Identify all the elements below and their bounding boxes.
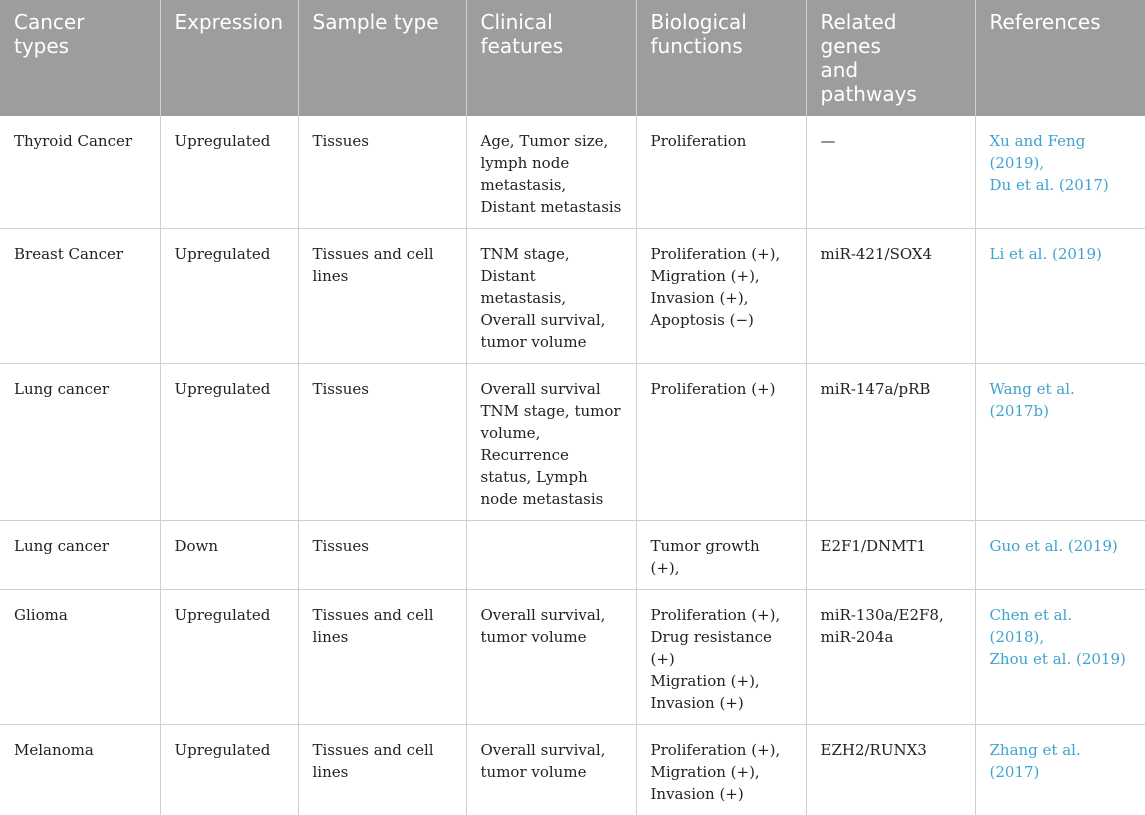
function-line: Migration (+), (651, 761, 792, 783)
header-biological-functions: Biological functions (636, 0, 806, 116)
sample-type-cell: Tissues (298, 521, 466, 590)
header-expression: Expression (160, 0, 298, 116)
gene-line: miR-421/SOX4 (821, 243, 961, 265)
sample-type-cell: Tissues and cell lines (298, 229, 466, 364)
references-cell (975, 116, 1145, 229)
cancer-type-cell: Breast Cancer (0, 229, 160, 364)
function-line: Tumor growth (+), (651, 535, 792, 579)
gene-line: — (821, 130, 961, 152)
function-line: Proliferation (+), (651, 739, 792, 761)
reference-link[interactable]: Zhou et al. (2019) (990, 648, 1132, 670)
function-line: Invasion (+), (651, 287, 792, 309)
references-cell (975, 364, 1145, 521)
sample-type-cell: Tissues and cell lines (298, 590, 466, 725)
sample-type-cell: Tissues (298, 116, 466, 229)
references-cell (975, 229, 1145, 364)
biological-functions-cell (636, 229, 806, 364)
references-cell (975, 521, 1145, 590)
gene-line: E2F1/DNMT1 (821, 535, 961, 557)
table-header (0, 0, 1145, 116)
function-line: Drug resistance (+) (651, 626, 792, 670)
reference-link[interactable]: Wang et al. (2017b) (990, 378, 1132, 422)
function-line: Proliferation (+), (651, 243, 792, 265)
table-row (0, 116, 1145, 229)
header-cancer-types: Cancer types (0, 0, 160, 116)
clinical-features-cell: TNM stage, Distant metastasis, Overall survival, tumor volume (466, 229, 636, 364)
table-row (0, 521, 1145, 590)
expression-cell: Upregulated (160, 364, 298, 521)
expression-cell: Upregulated (160, 116, 298, 229)
table-row (0, 590, 1145, 725)
gene-line: miR-147a/pRB (821, 378, 961, 400)
header-row (0, 0, 1145, 116)
reference-link[interactable]: Du et al. (2017) (990, 174, 1132, 196)
table-row (0, 229, 1145, 364)
expression-cell: Down (160, 521, 298, 590)
header-sample-type: Sample type (298, 0, 466, 116)
cancer-type-cell: Lung cancer (0, 364, 160, 521)
sample-type-cell: Tissues and cell lines (298, 725, 466, 815)
related-genes-cell (806, 364, 975, 521)
cancer-type-cell: Thyroid Cancer (0, 116, 160, 229)
function-line: Invasion (+) (651, 783, 792, 805)
related-genes-cell (806, 116, 975, 229)
header-clinical-features: Clinical features (466, 0, 636, 116)
related-genes-cell (806, 725, 975, 815)
references-cell (975, 590, 1145, 725)
gene-line: EZH2/RUNX3 (821, 739, 961, 761)
function-line: Proliferation (+) (651, 378, 792, 400)
clinical-features-cell (466, 521, 636, 590)
gene-line: miR-130a/E2F8, (821, 604, 961, 626)
function-line: Invasion (+) (651, 692, 792, 714)
clinical-features-cell: Age, Tumor size, lymph node metastasis, Distant metastasis (466, 116, 636, 229)
function-line: Proliferation (+), (651, 604, 792, 626)
reference-link[interactable]: Li et al. (2019) (990, 243, 1132, 265)
biological-functions-cell (636, 725, 806, 815)
function-line: Migration (+), (651, 265, 792, 287)
header-related-genes: Related genes and pathways (806, 0, 975, 116)
table-row (0, 725, 1145, 815)
reference-link[interactable]: Guo et al. (2019) (990, 535, 1132, 557)
table-body (0, 116, 1145, 815)
biological-functions-cell (636, 116, 806, 229)
references-cell (975, 725, 1145, 815)
cancer-type-cell: Glioma (0, 590, 160, 725)
reference-link[interactable]: Zhang et al. (2017) (990, 739, 1132, 783)
header-references: References (975, 0, 1145, 116)
table-row (0, 364, 1145, 521)
biological-functions-cell (636, 590, 806, 725)
related-genes-cell (806, 521, 975, 590)
function-line: Migration (+), (651, 670, 792, 692)
reference-link[interactable]: Chen et al. (2018), (990, 604, 1132, 648)
clinical-features-cell: Overall survival, tumor volume (466, 590, 636, 725)
biological-functions-cell (636, 521, 806, 590)
cancer-type-cell: Lung cancer (0, 521, 160, 590)
expression-cell: Upregulated (160, 725, 298, 815)
clinical-features-cell: Overall survival TNM stage, tumor volume, Recurrence status, Lymph node metastasis (466, 364, 636, 521)
related-genes-cell (806, 590, 975, 725)
gene-line: miR-204a (821, 626, 961, 648)
clinical-features-cell: Overall survival, tumor volume (466, 725, 636, 815)
cancer-type-cell: Melanoma (0, 725, 160, 815)
expression-cell: Upregulated (160, 590, 298, 725)
function-line: Proliferation (651, 130, 792, 152)
function-line: Apoptosis (−) (651, 309, 792, 331)
biological-functions-cell (636, 364, 806, 521)
expression-cell: Upregulated (160, 229, 298, 364)
related-genes-cell (806, 229, 975, 364)
reference-link[interactable]: Xu and Feng (2019), (990, 130, 1132, 174)
sample-type-cell: Tissues (298, 364, 466, 521)
